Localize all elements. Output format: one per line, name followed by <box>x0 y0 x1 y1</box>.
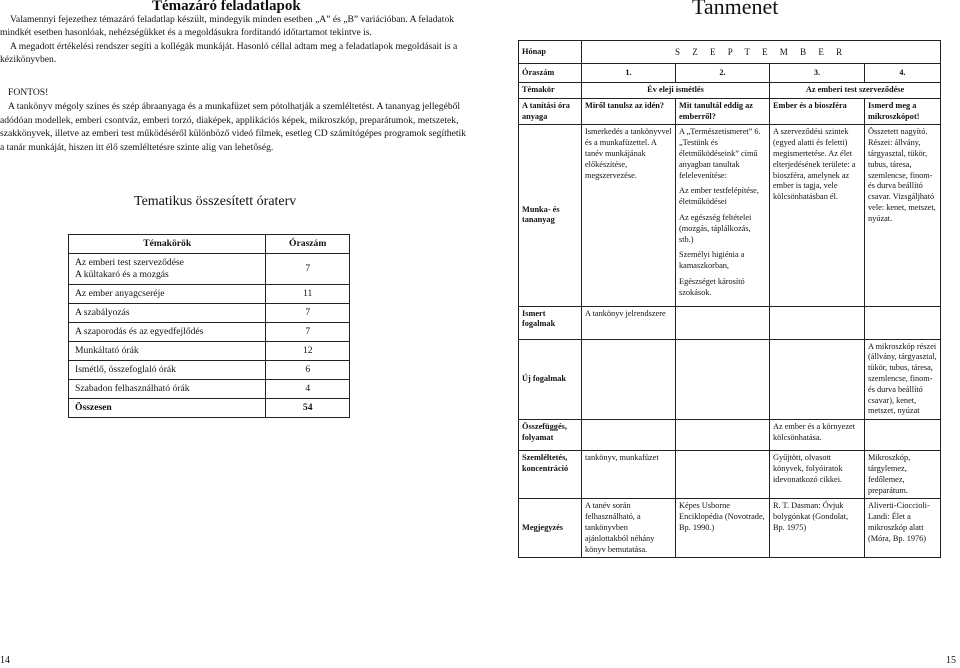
page-title: Témazáró feladatlapok <box>152 0 301 14</box>
lesson-title-cell: Ismerd meg a mikroszkópot! <box>865 98 941 125</box>
notes-cell: R. T. Dasman: Óvjuk bolygónkat (Gondolat, Bp. 1975) <box>770 499 865 558</box>
lesson-title-cell: Ember és a bioszféra <box>770 98 865 125</box>
topic-cell: A szaporodás és az egyedfejlődés <box>69 323 266 342</box>
row-label-work: Munka- és tananyag <box>519 125 582 306</box>
table-row <box>69 361 350 380</box>
demo-cell: tankönyv, munkafüzet <box>582 451 676 499</box>
known-cell <box>770 306 865 339</box>
total-row <box>69 399 350 418</box>
work-row <box>519 125 941 306</box>
demo-cell: Gyűjtött, olvasott könyvek, folyóiratok idevonatkozó cikkei. <box>770 451 865 499</box>
known-cell: A tankönyv jelrendszere <box>582 306 676 339</box>
row-label-hours: Óraszám <box>519 64 582 83</box>
table-row <box>69 323 350 342</box>
lesson-title-row <box>519 98 941 125</box>
row-label-lesson: A tanítási óra anyaga <box>519 98 582 125</box>
work-cell <box>676 125 770 306</box>
fontos-paragraph: A tankönyv mégoly színes és szép ábraanyaga és a munkafüzet sem pótolhatják a szemléltetést. A tananyag jellegéből adódóan modellek, emberi csontváz, emberi torzó, diaképek, applikációs képek, mikroszkóp, preparátumok, metszetek, szakkönyvek, illetve az emberi test működéséről különböző videó filmek, esetleg CD számítógépes programok segíthetik a tanár munkáját, hiszen itt élő szemléltetésre szinte alig van lehetőség. <box>0 100 466 154</box>
notes-row <box>519 499 941 558</box>
demo-cell: Mikroszkóp, tárgylemez, fedőlemez, preparátum. <box>865 451 941 499</box>
row-label-relations: Összefüggés, folyamat <box>519 420 582 451</box>
fontos-heading: FONTOS! <box>8 87 49 98</box>
hours-row <box>519 64 941 83</box>
row-label-demo: Szemléltetés, koncentráció <box>519 451 582 499</box>
row-label-topic: Témakör <box>519 83 582 99</box>
demo-row <box>519 451 941 499</box>
hours-cell: 7 <box>266 254 350 285</box>
page-number: 14 <box>0 655 10 666</box>
hours-cell: 7 <box>266 304 350 323</box>
work-cell: Összetett nagyító. Részei: állvány, tárgyasztal, tükör, tubus, táresa, szemlencse, finom- és durva beállító csavar. Vizsgáljható vele: kenet, metszet, nyúzat. <box>865 125 941 306</box>
intro-text <box>0 13 470 67</box>
known-cell <box>865 306 941 339</box>
work-cell: A szerveződési szintek (egyed alatti és feletti) megismertetése. Az élet elterjedésének területe: a bioszféra, amelynek az ember is tagja, vele kölcsönhatásban él. <box>770 125 865 306</box>
work-item: Az egészség feltételei (mozgás, táplálkozás, stb.) <box>679 212 752 244</box>
relations-row <box>519 420 941 451</box>
page-title: Tanmenet <box>692 0 779 19</box>
demo-cell <box>676 451 770 499</box>
lesson-title-cell: Mit tanultál eddig az emberről? <box>676 98 770 125</box>
topic-cell: Munkáltató órák <box>69 342 266 361</box>
hours-cell: 4 <box>266 380 350 399</box>
hours-cell: 6 <box>266 361 350 380</box>
topic-cell: A szabályozás <box>69 304 266 323</box>
notes-cell: Képes Usborne Enciklopédia (Novotrade, Bp. 1990.) <box>676 499 770 558</box>
column-header-topic: Témakörök <box>69 235 266 254</box>
table-row <box>69 342 350 361</box>
topic-cell: Év eleji ismétlés <box>582 83 770 99</box>
new-cell <box>770 339 865 420</box>
new-cell <box>676 339 770 420</box>
topic-cell: Az ember anyagcseréje <box>69 285 266 304</box>
table-row <box>69 285 350 304</box>
hours-cell: 12 <box>266 342 350 361</box>
work-item: Személyi higiénia a kamaszkorban, <box>679 250 745 271</box>
table-row <box>69 254 350 285</box>
month-row <box>519 41 941 64</box>
relations-cell <box>676 420 770 451</box>
intro-paragraph: A megadott értékelési rendszer segíti a kollégák munkáját. Hasonló céllal adtam meg a feladatlapok megoldásait is a kézikönyvben. <box>0 40 458 66</box>
hours-cell: 7 <box>266 323 350 342</box>
notes-cell: A tanév során felhasználható, a tankönyvben ajánlottakból néhány könyv bemutatása. <box>582 499 676 558</box>
lesson-plan-body <box>69 254 350 399</box>
known-row <box>519 306 941 339</box>
work-item: Az ember testfelépítése, életműködései <box>679 186 759 207</box>
section-title: Tematikus összesített óraterv <box>134 194 297 209</box>
topic-cell: Az emberi test szerveződése A kültakaró és a mozgás <box>69 254 266 285</box>
month-value: S Z E P T E M B E R <box>582 41 941 64</box>
lesson-title-cell: Miről tanulsz az idén? <box>582 98 676 125</box>
right-page <box>480 0 960 668</box>
hours-cell: 11 <box>266 285 350 304</box>
hour-cell: 4. <box>865 64 941 83</box>
page-number: 15 <box>946 655 956 666</box>
new-cell <box>582 339 676 420</box>
intro-paragraph: Valamennyi fejezethez témazáró feladatlap készült, mindegyik minden esetben „A” és „B” variációban. A feladatok mindkét esetben hasonlóak, nehézségükket és a megoldásukra fordítandó időtartamot tekintve is. <box>0 14 455 39</box>
work-cell: Ismerkedés a tankönyvvel és a munkafüzettel. A tanév munkájának előkészítése, megszervezése. <box>582 125 676 306</box>
curriculum-table <box>518 40 941 558</box>
hour-cell: 1. <box>582 64 676 83</box>
topic-cell: Az emberi test szerveződése <box>770 83 941 99</box>
new-cell: A mikroszkóp részei (állvány, tárgyasztal, tükör, tubus, táresa, szemlencse, finom- és durva beállító csavar), kenet, metszet, nyúzat <box>865 339 941 420</box>
row-label-notes: Megjegyzés <box>519 499 582 558</box>
relations-cell <box>865 420 941 451</box>
new-row <box>519 339 941 420</box>
table-row <box>69 380 350 399</box>
topic-cell: Ismétlő, összefoglaló órák <box>69 361 266 380</box>
relations-cell: Az ember és a környezet kölcsönhatása. <box>770 420 865 451</box>
total-label: Összesen <box>69 399 266 418</box>
row-label-new: Új fogalmak <box>519 339 582 420</box>
table-row <box>69 304 350 323</box>
column-header-hours: Óraszám <box>266 235 350 254</box>
notes-cell: Aliverti-Cioccioli-Landi: Élet a mikroszkóp alatt (Móra, Bp. 1976) <box>865 499 941 558</box>
fontos-section <box>0 86 470 155</box>
work-item: A „Természetismeret” 6. „Testünk és életműködéseink” című anyagban tanultak felelevenítése: <box>679 127 761 180</box>
work-item: Egészséget károsító szokások. <box>679 276 745 297</box>
relations-cell <box>582 420 676 451</box>
topic-row <box>519 83 941 99</box>
lesson-plan-table <box>68 234 350 418</box>
row-label-month: Hónap <box>519 41 582 64</box>
row-label-known: Ismert fogalmak <box>519 306 582 339</box>
topic-cell: Szabadon felhasználható órák <box>69 380 266 399</box>
total-hours: 54 <box>266 399 350 418</box>
hour-cell: 3. <box>770 64 865 83</box>
hour-cell: 2. <box>676 64 770 83</box>
known-cell <box>676 306 770 339</box>
